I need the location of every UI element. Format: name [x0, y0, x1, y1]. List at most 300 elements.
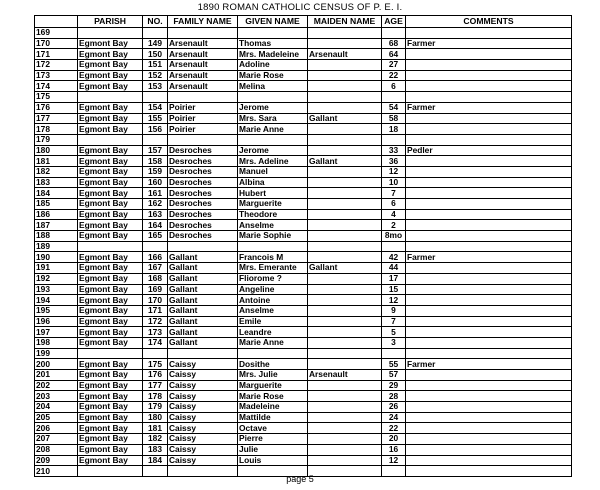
age-cell: 58 [382, 113, 406, 124]
row-number-cell: 177 [35, 113, 78, 124]
household-no-cell: 159 [143, 166, 168, 177]
table-row [35, 305, 572, 316]
family-name-cell: Poirier [168, 124, 238, 135]
family-name-cell [168, 348, 238, 359]
given-name-cell: Louis [238, 455, 308, 466]
age-cell: 33 [382, 145, 406, 156]
maiden-name-cell [308, 220, 382, 231]
parish-cell: Egmont Bay [78, 359, 143, 370]
comments-cell [406, 113, 572, 124]
parish-cell: Egmont Bay [78, 391, 143, 402]
comments-cell [406, 92, 572, 103]
row-number-cell: 210 [35, 466, 78, 477]
age-cell: 3 [382, 337, 406, 348]
given-name-cell: Theodore [238, 209, 308, 220]
family-name-cell: Caissy [168, 359, 238, 370]
family-name-cell: Desroches [168, 177, 238, 188]
age-cell: 20 [382, 434, 406, 445]
given-name-cell [238, 348, 308, 359]
maiden-name-cell [308, 444, 382, 455]
family-name-cell [168, 28, 238, 39]
row-number-cell: 184 [35, 188, 78, 199]
comments-cell [406, 241, 572, 252]
parish-cell: Egmont Bay [78, 102, 143, 113]
given-name-cell: Hubert [238, 188, 308, 199]
given-name-cell [238, 92, 308, 103]
age-cell: 24 [382, 412, 406, 423]
household-no-cell: 167 [143, 263, 168, 274]
family-name-cell: Gallant [168, 252, 238, 263]
row-number-cell: 190 [35, 252, 78, 263]
age-cell: 26 [382, 402, 406, 413]
maiden-name-cell [308, 284, 382, 295]
parish-cell: Egmont Bay [78, 145, 143, 156]
maiden-name-cell [308, 92, 382, 103]
family-name-cell [168, 134, 238, 145]
age-cell: 7 [382, 316, 406, 327]
row-number-cell: 198 [35, 337, 78, 348]
age-cell: 27 [382, 60, 406, 71]
table-row [35, 434, 572, 445]
table-row [35, 284, 572, 295]
given-name-cell: Angeline [238, 284, 308, 295]
maiden-name-cell: Arsenault [308, 370, 382, 381]
table-row [35, 209, 572, 220]
age-cell: 64 [382, 49, 406, 60]
row-number-cell: 172 [35, 60, 78, 71]
table-row [35, 231, 572, 242]
age-cell: 10 [382, 177, 406, 188]
household-no-cell: 163 [143, 209, 168, 220]
col-header-parish: PARISH [78, 16, 143, 28]
maiden-name-cell [308, 412, 382, 423]
parish-cell: Egmont Bay [78, 60, 143, 71]
age-cell: 6 [382, 199, 406, 210]
census-table [34, 15, 572, 477]
age-cell: 18 [382, 124, 406, 135]
age-cell: 36 [382, 156, 406, 167]
parish-cell: Egmont Bay [78, 402, 143, 413]
maiden-name-cell [308, 359, 382, 370]
family-name-cell: Desroches [168, 188, 238, 199]
row-number-cell: 185 [35, 199, 78, 210]
given-name-cell: Francois M [238, 252, 308, 263]
family-name-cell: Gallant [168, 316, 238, 327]
age-cell: 7 [382, 188, 406, 199]
comments-cell [406, 273, 572, 284]
maiden-name-cell [308, 241, 382, 252]
row-number-cell: 194 [35, 295, 78, 306]
maiden-name-cell [308, 70, 382, 81]
table-row [35, 188, 572, 199]
row-number-cell: 206 [35, 423, 78, 434]
parish-cell: Egmont Bay [78, 412, 143, 423]
household-no-cell: 180 [143, 412, 168, 423]
comments-cell [406, 434, 572, 445]
family-name-cell: Gallant [168, 284, 238, 295]
table-row [35, 60, 572, 71]
parish-cell: Egmont Bay [78, 316, 143, 327]
col-header-given-name: GIVEN NAME [238, 16, 308, 28]
parish-cell: Egmont Bay [78, 444, 143, 455]
row-number-cell: 181 [35, 156, 78, 167]
maiden-name-cell [308, 81, 382, 92]
household-no-cell: 158 [143, 156, 168, 167]
parish-cell [78, 28, 143, 39]
age-cell: 57 [382, 370, 406, 381]
parish-cell: Egmont Bay [78, 166, 143, 177]
table-row [35, 81, 572, 92]
parish-cell [78, 92, 143, 103]
comments-cell [406, 402, 572, 413]
age-cell [382, 241, 406, 252]
family-name-cell: Gallant [168, 295, 238, 306]
parish-cell [78, 241, 143, 252]
col-header-age: AGE [382, 16, 406, 28]
household-no-cell [143, 348, 168, 359]
table-row [35, 444, 572, 455]
given-name-cell: Marie Rose [238, 391, 308, 402]
household-no-cell: 181 [143, 423, 168, 434]
comments-cell [406, 28, 572, 39]
parish-cell: Egmont Bay [78, 423, 143, 434]
family-name-cell: Gallant [168, 305, 238, 316]
table-row [35, 423, 572, 434]
comments-cell: Farmer [406, 102, 572, 113]
household-no-cell [143, 241, 168, 252]
parish-cell: Egmont Bay [78, 295, 143, 306]
family-name-cell: Poirier [168, 102, 238, 113]
parish-cell: Egmont Bay [78, 252, 143, 263]
table-row [35, 134, 572, 145]
row-number-cell: 187 [35, 220, 78, 231]
given-name-cell: Marguerite [238, 380, 308, 391]
given-name-cell: Marie Anne [238, 124, 308, 135]
col-header-comments: COMMENTS [406, 16, 572, 28]
given-name-cell: Thomas [238, 38, 308, 49]
table-row [35, 455, 572, 466]
family-name-cell: Desroches [168, 199, 238, 210]
family-name-cell: Arsenault [168, 70, 238, 81]
age-cell: 54 [382, 102, 406, 113]
table-row [35, 156, 572, 167]
row-number-cell: 195 [35, 305, 78, 316]
family-name-cell: Caissy [168, 412, 238, 423]
comments-cell [406, 49, 572, 60]
family-name-cell [168, 241, 238, 252]
parish-cell: Egmont Bay [78, 156, 143, 167]
comments-cell [406, 177, 572, 188]
given-name-cell: Jerome [238, 102, 308, 113]
row-number-cell: 182 [35, 166, 78, 177]
row-number-cell: 189 [35, 241, 78, 252]
household-no-cell: 149 [143, 38, 168, 49]
maiden-name-cell [308, 423, 382, 434]
family-name-cell: Caissy [168, 380, 238, 391]
comments-cell [406, 81, 572, 92]
given-name-cell: Anselme [238, 220, 308, 231]
comments-cell [406, 70, 572, 81]
maiden-name-cell [308, 327, 382, 338]
parish-cell: Egmont Bay [78, 220, 143, 231]
comments-cell [406, 124, 572, 135]
comments-cell [406, 327, 572, 338]
row-number-cell: 200 [35, 359, 78, 370]
table-row [35, 252, 572, 263]
maiden-name-cell [308, 102, 382, 113]
given-name-cell: Mrs. Madeleine [238, 49, 308, 60]
comments-cell [406, 188, 572, 199]
maiden-name-cell [308, 38, 382, 49]
maiden-name-cell [308, 455, 382, 466]
parish-cell: Egmont Bay [78, 177, 143, 188]
household-no-cell: 153 [143, 81, 168, 92]
table-row [35, 380, 572, 391]
maiden-name-cell [308, 60, 382, 71]
row-number-cell: 178 [35, 124, 78, 135]
comments-cell: Farmer [406, 38, 572, 49]
household-no-cell: 164 [143, 220, 168, 231]
table-row [35, 348, 572, 359]
given-name-cell: Melina [238, 81, 308, 92]
table-row [35, 412, 572, 423]
table-row [35, 28, 572, 39]
parish-cell [78, 348, 143, 359]
maiden-name-cell [308, 348, 382, 359]
given-name-cell: Mrs. Emerante [238, 263, 308, 274]
parish-cell: Egmont Bay [78, 49, 143, 60]
comments-cell [406, 412, 572, 423]
comments-cell [406, 348, 572, 359]
col-header-maiden-name: MAIDEN NAME [308, 16, 382, 28]
table-row [35, 241, 572, 252]
family-name-cell: Gallant [168, 327, 238, 338]
comments-cell [406, 444, 572, 455]
row-number-cell: 196 [35, 316, 78, 327]
age-cell: 55 [382, 359, 406, 370]
comments-cell [406, 370, 572, 381]
row-number-cell: 204 [35, 402, 78, 413]
family-name-cell: Desroches [168, 145, 238, 156]
given-name-cell: Fliorome ? [238, 273, 308, 284]
given-name-cell: Marie Rose [238, 70, 308, 81]
household-no-cell: 171 [143, 305, 168, 316]
parish-cell: Egmont Bay [78, 199, 143, 210]
maiden-name-cell [308, 145, 382, 156]
parish-cell [78, 134, 143, 145]
maiden-name-cell: Gallant [308, 113, 382, 124]
age-cell: 12 [382, 166, 406, 177]
given-name-cell: Mattilde [238, 412, 308, 423]
given-name-cell: Marie Anne [238, 337, 308, 348]
age-cell: 4 [382, 209, 406, 220]
comments-cell [406, 231, 572, 242]
household-no-cell: 170 [143, 295, 168, 306]
table-row [35, 166, 572, 177]
family-name-cell [168, 92, 238, 103]
table-row [35, 49, 572, 60]
family-name-cell: Caissy [168, 423, 238, 434]
household-no-cell: 150 [143, 49, 168, 60]
household-no-cell: 165 [143, 231, 168, 242]
comments-cell: Farmer [406, 252, 572, 263]
parish-cell: Egmont Bay [78, 455, 143, 466]
parish-cell: Egmont Bay [78, 113, 143, 124]
given-name-cell: Julie [238, 444, 308, 455]
document-title: 1890 ROMAN CATHOLIC CENSUS OF P. E. I. [197, 2, 403, 13]
maiden-name-cell [308, 295, 382, 306]
parish-cell: Egmont Bay [78, 337, 143, 348]
maiden-name-cell [308, 231, 382, 242]
col-header-no: NO. [143, 16, 168, 28]
given-name-cell: Jerome [238, 145, 308, 156]
row-number-cell: 201 [35, 370, 78, 381]
age-cell: 29 [382, 380, 406, 391]
age-cell: 9 [382, 305, 406, 316]
maiden-name-cell [308, 273, 382, 284]
household-no-cell: 166 [143, 252, 168, 263]
age-cell [382, 348, 406, 359]
table-row [35, 102, 572, 113]
maiden-name-cell [308, 391, 382, 402]
table-row [35, 359, 572, 370]
age-cell: 5 [382, 327, 406, 338]
comments-cell [406, 166, 572, 177]
given-name-cell: Pierre [238, 434, 308, 445]
row-number-cell: 202 [35, 380, 78, 391]
comments-cell [406, 209, 572, 220]
parish-cell: Egmont Bay [78, 284, 143, 295]
row-number-cell: 193 [35, 284, 78, 295]
table-row [35, 124, 572, 135]
table-row [35, 370, 572, 381]
given-name-cell: Adoline [238, 60, 308, 71]
family-name-cell: Arsenault [168, 38, 238, 49]
household-no-cell: 160 [143, 177, 168, 188]
household-no-cell: 152 [143, 70, 168, 81]
household-no-cell: 174 [143, 337, 168, 348]
household-no-cell [143, 134, 168, 145]
parish-cell: Egmont Bay [78, 370, 143, 381]
family-name-cell: Caissy [168, 370, 238, 381]
given-name-cell: Mrs. Adeline [238, 156, 308, 167]
maiden-name-cell [308, 252, 382, 263]
row-number-cell: 180 [35, 145, 78, 156]
row-number-cell: 209 [35, 455, 78, 466]
family-name-cell: Desroches [168, 156, 238, 167]
maiden-name-cell [308, 305, 382, 316]
family-name-cell: Gallant [168, 337, 238, 348]
age-cell [382, 28, 406, 39]
row-number-cell: 199 [35, 348, 78, 359]
comments-cell [406, 60, 572, 71]
parish-cell: Egmont Bay [78, 380, 143, 391]
family-name-cell: Caissy [168, 444, 238, 455]
age-cell: 22 [382, 423, 406, 434]
parish-cell: Egmont Bay [78, 124, 143, 135]
comments-cell: Pedler [406, 145, 572, 156]
parish-cell: Egmont Bay [78, 38, 143, 49]
table-row [35, 402, 572, 413]
age-cell: 16 [382, 444, 406, 455]
family-name-cell: Arsenault [168, 81, 238, 92]
comments-cell [406, 199, 572, 210]
age-cell: 6 [382, 81, 406, 92]
family-name-cell: Gallant [168, 273, 238, 284]
maiden-name-cell [308, 209, 382, 220]
comments-cell [406, 284, 572, 295]
age-cell: 8mo [382, 231, 406, 242]
parish-cell: Egmont Bay [78, 305, 143, 316]
maiden-name-cell [308, 434, 382, 445]
comments-cell [406, 220, 572, 231]
household-no-cell: 151 [143, 60, 168, 71]
family-name-cell: Caissy [168, 402, 238, 413]
row-number-cell: 207 [35, 434, 78, 445]
age-cell [382, 92, 406, 103]
age-cell: 68 [382, 38, 406, 49]
household-no-cell: 162 [143, 199, 168, 210]
parish-cell: Egmont Bay [78, 70, 143, 81]
maiden-name-cell [308, 166, 382, 177]
comments-cell [406, 156, 572, 167]
given-name-cell: Madeleine [238, 402, 308, 413]
household-no-cell: 169 [143, 284, 168, 295]
col-header-family-name: FAMILY NAME [168, 16, 238, 28]
household-no-cell: 182 [143, 434, 168, 445]
table-row [35, 295, 572, 306]
maiden-name-cell [308, 188, 382, 199]
maiden-name-cell [308, 380, 382, 391]
age-cell [382, 134, 406, 145]
family-name-cell: Caissy [168, 455, 238, 466]
row-number-cell: 208 [35, 444, 78, 455]
maiden-name-cell: Gallant [308, 156, 382, 167]
row-number-cell: 176 [35, 102, 78, 113]
col-header-row-number [35, 16, 78, 28]
maiden-name-cell [308, 177, 382, 188]
given-name-cell: Marie Sophie [238, 231, 308, 242]
row-number-cell: 205 [35, 412, 78, 423]
given-name-cell: Albina [238, 177, 308, 188]
comments-cell [406, 305, 572, 316]
row-number-cell: 203 [35, 391, 78, 402]
given-name-cell [238, 28, 308, 39]
table-row [35, 220, 572, 231]
census-body [35, 28, 572, 477]
maiden-name-cell [308, 316, 382, 327]
household-no-cell [143, 28, 168, 39]
parish-cell: Egmont Bay [78, 188, 143, 199]
household-no-cell: 177 [143, 380, 168, 391]
given-name-cell: Antoine [238, 295, 308, 306]
age-cell: 2 [382, 220, 406, 231]
family-name-cell: Caissy [168, 391, 238, 402]
row-number-cell: 192 [35, 273, 78, 284]
table-row [35, 263, 572, 274]
household-no-cell: 175 [143, 359, 168, 370]
household-no-cell: 156 [143, 124, 168, 135]
comments-cell [406, 337, 572, 348]
age-cell: 12 [382, 295, 406, 306]
maiden-name-cell: Gallant [308, 263, 382, 274]
household-no-cell: 178 [143, 391, 168, 402]
given-name-cell [238, 241, 308, 252]
row-number-cell: 169 [35, 28, 78, 39]
row-number-cell: 197 [35, 327, 78, 338]
parish-cell: Egmont Bay [78, 273, 143, 284]
family-name-cell: Poirier [168, 113, 238, 124]
